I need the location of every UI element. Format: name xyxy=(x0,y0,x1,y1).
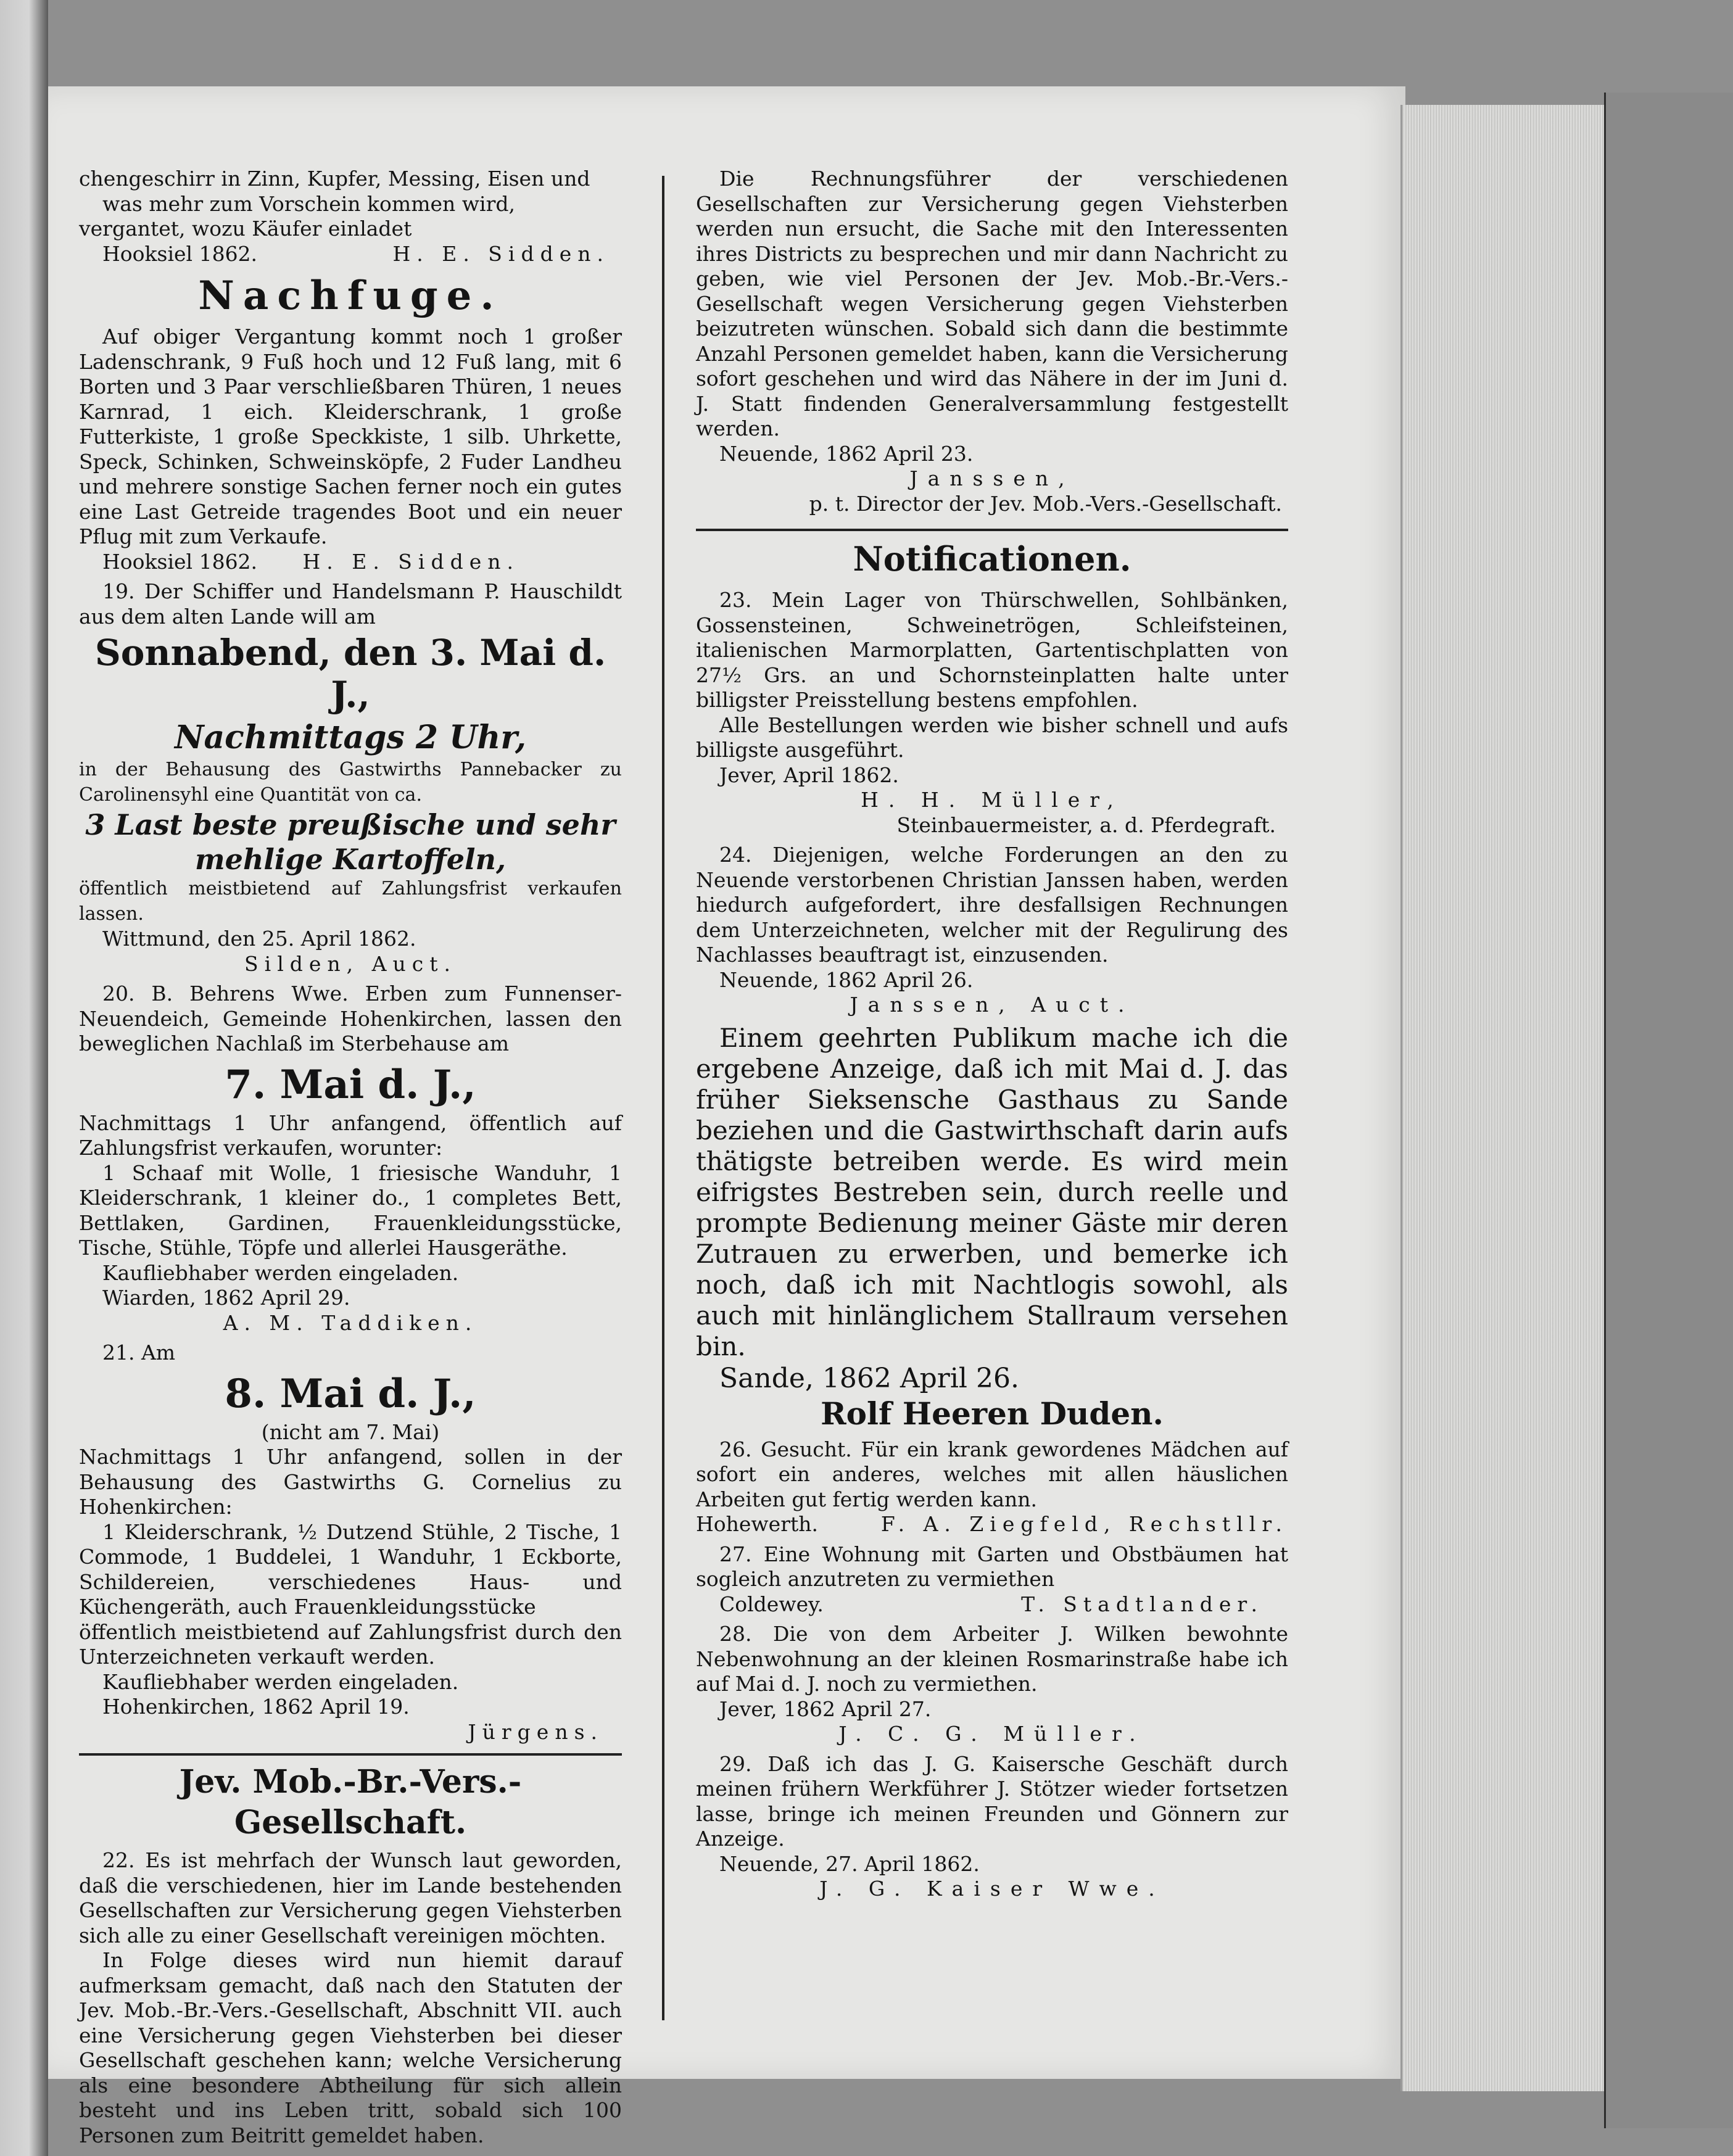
ad-22 xyxy=(79,1848,622,2148)
ad-body: 27. Eine Wohnung mit Garten und Obstbäumen hat sogleich anzutreten zu vermiethen xyxy=(696,1542,1288,1591)
ad-place: Hohenkirchen, 1862 April 19. xyxy=(102,1695,410,1719)
ad-place: Wiarden, 1862 April 29. xyxy=(102,1286,350,1310)
heading-insurance-society: Jev. Mob.-Br.-Vers.-Gesellschaft. xyxy=(79,1753,622,1843)
ad-signature: F. A. Ziegfeld, Rechstllr. xyxy=(880,1512,1288,1536)
ad-body: Nachmittags 1 Uhr anfangend, sollen in der Behausung des Gastwirths G. Cornelius zu Hohenkirchen: xyxy=(79,1445,622,1519)
ad-signature: A. M. Taddiken. xyxy=(223,1310,478,1335)
heading-notificationen: Notificationen. xyxy=(853,539,1131,579)
ad-time-heading: Nachmittags 2 Uhr, xyxy=(174,719,527,756)
ad-body: Alle Bestellungen werden wie bisher schnell und aufs billigste ausgeführt. xyxy=(696,712,1288,762)
ad-signature: Rolf Heeren Duden. xyxy=(821,1395,1164,1432)
ad-goods-heading: 3 Last beste preußische und sehr xyxy=(85,808,616,841)
ad-intro: 19. Der Schiffer und Handelsmann P. Hauschildt aus dem alten Lande will am xyxy=(79,579,622,629)
facing-page-edge xyxy=(0,0,48,2156)
ad-text-line: vergantet, wozu Käufer einladet xyxy=(79,217,412,241)
book-page-edges xyxy=(1400,105,1612,2091)
ad-goods-heading: mehlige Kartoffeln, xyxy=(195,843,506,876)
ad-26 xyxy=(696,1437,1288,1537)
ad-22-continued xyxy=(696,167,1288,516)
ad-nachfuge xyxy=(79,324,622,574)
ad-place: Neuende, 1862 April 26. xyxy=(719,967,974,992)
ad-auction-continued xyxy=(79,167,622,266)
ad-20 xyxy=(79,981,622,1336)
ad-place: Neuende, 1862 April 23. xyxy=(719,441,974,466)
ad-items: 1 Schaaf mit Wolle, 1 friesische Wanduhr, 1 Kleiderschrank, 1 kleiner do., 1 completes Bett, Bettlaken, Gardinen, Frauenkleidungsstücke, Tische, Stühle, Töpfe und allerlei Hausgeräthe. xyxy=(79,1160,622,1260)
ad-place: Jever, 1862 April 27. xyxy=(719,1696,932,1721)
ad-29 xyxy=(696,1752,1288,1902)
ad-body: öffentlich meistbietend auf Zahlungsfrist verkaufen lassen. xyxy=(79,878,622,925)
ad-signature: J. G. Kaiser Wwe. xyxy=(819,1877,1165,1901)
ad-24 xyxy=(696,843,1288,1018)
ad-25-gasthaus xyxy=(696,1023,1288,1432)
ad-place: Neuende, 27. April 1862. xyxy=(719,1851,980,1876)
ad-body: Einem geehrten Publikum mache ich die ergebene Anzeige, daß ich mit Mai d. J. das früher Sieksensche Gasthaus zu Sande beziehen und die Gastwirthschaft darin aufs thätigste betreiben werde. Es wird mein eifrigstes Bestreben sein, durch reelle und prompte Bedienung meiner Gäste mir deren Zutrauen zu erwerben, und bemerke ich noch, daß ich mit Nachtlogis sowohl, als auch mit hinlänglichem Stallraum versehen bin. xyxy=(696,1022,1288,1361)
ad-invite: Kaufliebhaber werden eingeladen. xyxy=(102,1260,459,1285)
ad-signature: J. C. G. Müller. xyxy=(838,1722,1146,1746)
ad-signature: Silden, Auct. xyxy=(244,951,457,976)
ad-signature-role: p. t. Director der Jev. Mob.-Vers.-Gesellschaft. xyxy=(809,491,1282,516)
ad-note: (nicht am 7. Mai) xyxy=(261,1419,440,1444)
ad-signature: H. E. Sidden. xyxy=(392,241,610,266)
ad-27 xyxy=(696,1542,1288,1617)
section-rule xyxy=(696,529,1288,531)
ad-body: 22. Es ist mehrfach der Wunsch laut geworden, daß die verschiedenen, hier im Lande bestehenden Gesellschaften zur Versicherung gegen Viehsterben sich alle zu einer Gesellschaft vereinigen möchten. xyxy=(79,1848,622,1947)
ad-place: Wittmund, den 25. April 1862. xyxy=(102,927,416,951)
ad-place: Coldewey. xyxy=(719,1592,824,1616)
ad-place: Jever, April 1862. xyxy=(719,762,899,787)
ad-body: Auf obiger Vergantung kommt noch 1 großer Ladenschrank, 9 Fuß hoch und 12 Fuß lang, mit 6 Borten und 3 Paar verschließbaren Thüren, 1 neues Karnrad, 1 eich. Kleiderschrank, 1 große Futterkiste, 1 große Speckkiste, 1 silb. Uhrkette, Speck, Schinken, Schweinsköpfe, 2 Fuder Landheu und mehrere sonstige Sachen ferner noch ein gutes eine Last Getreide tragendes Boot und ein neuer Pflug mit zum Verkaufe. xyxy=(79,324,622,548)
ad-date-heading: 8. Mai d. J., xyxy=(225,1370,476,1417)
ad-text-line: was mehr zum Vorschein kommen wird, xyxy=(102,191,515,216)
ad-body: Die Rechnungsführer der verschiedenen Gesellschaften zur Versicherung gegen Viehsterben werden nun ersucht, die Sache mit den Interessenten ihres Districts zu besprechen und mir dann Nachricht zu geben, wie viel Personen der Jev. Mob.-Br.-Vers.-Gesellschaft wegen Versicherung gegen Viehsterben beizutreten wünschen. Sobald sich dann die bestimmte Anzahl Personen gemeldet haben, kann die Versicherung sofort geschehen und wird das Nähere in der im Juni d. J. Statt findenden Generalversammlung festgestellt werden. xyxy=(696,167,1288,440)
book-cover-edge xyxy=(1604,93,1733,2128)
column-divider xyxy=(662,176,664,2020)
left-column xyxy=(79,167,622,2153)
ad-signature: Janssen, Auct. xyxy=(850,993,1135,1017)
ad-body: 23. Mein Lager von Thürschwellen, Sohlbänken, Gossensteinen, Schweinetrögen, Schleifsteinen, italienischen Marmorplatten, Gartentischplatten von 27½ Grs. an und Schornsteinplatten halte unter billigster Preisstellung bestens empfohlen. xyxy=(696,588,1288,712)
ad-place: Hohewerth. xyxy=(696,1512,818,1536)
ad-signature: H. H. Müller, xyxy=(861,788,1123,812)
ad-date-heading: 7. Mai d. J., xyxy=(225,1061,476,1108)
ad-place: Hooksiel 1862. xyxy=(102,549,258,574)
ad-body: Nachmittags 1 Uhr anfangend, öffentlich auf Zahlungsfrist verkaufen, worunter: xyxy=(79,1110,622,1160)
ad-signature: H. E. Sidden. xyxy=(302,549,519,574)
heading-nachfuge: Nachfuge. xyxy=(198,273,503,319)
ad-place: Sande, 1862 April 26. xyxy=(719,1362,1019,1394)
ad-invite: Kaufliebhaber werden eingeladen. xyxy=(102,1669,459,1694)
ad-items: 1 Kleiderschrank, ½ Dutzend Stühle, 2 Tische, 1 Commode, 1 Buddelei, 1 Wanduhr, 1 Eckborte, Schildereien, verschiedenes Haus- und Küchengeräth, auch Frauenkleidungsstücke xyxy=(79,1519,622,1619)
ad-21 xyxy=(79,1340,622,1745)
ad-signature: Jürgens. xyxy=(468,1719,603,1744)
ad-signature: T. Stadtlander. xyxy=(1021,1592,1264,1616)
ad-body: In Folge dieses wird nun hiemit darauf aufmerksam gemacht, daß nach den Statuten der Jev. Mob.-Br.-Vers.-Gesellschaft, Abschnitt VII. auch eine Versicherung gegen Viehsterben bei dieser Gesellschaft geschehen kann; welche Versicherung als eine besondere Abtheilung für sich allein besteht und ins Leben tritt, sobald sich 100 Personen zum Beitritt gemeldet haben. xyxy=(79,1948,622,2147)
ad-signature-role: Steinbauermeister, a. d. Pferdegraft. xyxy=(896,812,1276,837)
ad-body: 28. Die von dem Arbeiter J. Wilken bewohnte Nebenwohnung an der kleinen Rosmarinstraße habe ich auf Mai d. J. noch zu vermiethen. xyxy=(696,1622,1288,1696)
ad-body: 26. Gesucht. Für ein krank gewordenes Mädchen auf sofort ein anderes, welches mit allen häuslichen Arbeiten gut fertig werden kann. xyxy=(696,1437,1288,1511)
right-column xyxy=(696,167,1288,1907)
ad-body: in der Behausung des Gastwirths Pannebacker zu Carolinensyhl eine Quantität von ca. xyxy=(79,759,622,806)
ad-body: 24. Diejenigen, welche Forderungen an den zu Neuende verstorbenen Christian Janssen haben, werden hiedurch aufgefordert, ihre desfallsigen Rechnungen dem Unterzeichneten, welcher mit der Regulirung des Nachlasses beauftragt ist, einzusenden. xyxy=(696,843,1288,967)
ad-28 xyxy=(696,1622,1288,1747)
ad-intro: 20. B. Behrens Wwe. Erben zum Funnenser-Neuendeich, Gemeinde Hohenkirchen, lassen den beweglichen Nachlaß im Sterbehause am xyxy=(79,981,622,1055)
ad-23 xyxy=(696,588,1288,838)
ad-place: Hooksiel 1862. xyxy=(102,241,258,266)
ad-date-heading: Sonnabend, den 3. Mai d. J., xyxy=(94,632,606,716)
ad-intro: 21. Am xyxy=(102,1340,176,1365)
ad-body: öffentlich meistbietend auf Zahlungsfrist durch den Unterzeichneten verkauft werden. xyxy=(79,1619,622,1669)
ad-text-line: chengeschirr in Zinn, Kupfer, Messing, Eisen und xyxy=(79,167,590,191)
ad-19 xyxy=(79,579,622,977)
ad-body: 29. Daß ich das J. G. Kaisersche Geschäft durch meinen frühern Werkführer J. Stötzer wieder fortsetzen lasse, bringe ich meinen Freunden und Gönnern zur Anzeige. xyxy=(696,1751,1288,1851)
ad-signature: Janssen, xyxy=(909,466,1075,490)
